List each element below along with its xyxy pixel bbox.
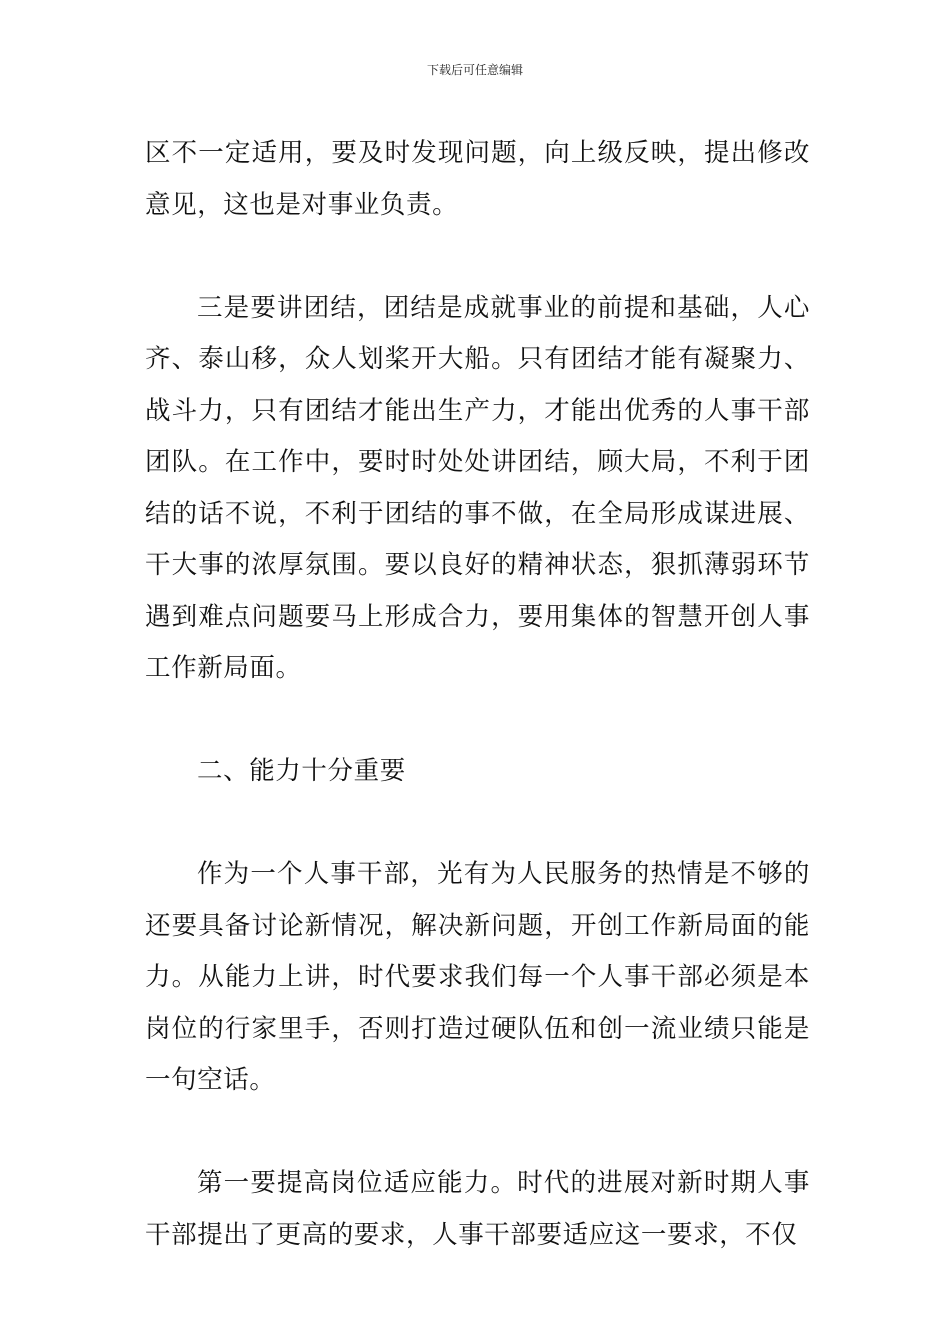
paragraph-unity: 三是要讲团结，团结是成就事业的前提和基础，人心齐、泰山移，众人划桨开大船。只有团结才能有凝聚力、战斗力，只有团结才能出生产力，才能出优秀的人事干部团队。在工作中，要时时处处讲团结，顾大局，不利于团结的话不说，不利于团结的事不做，在全局形成谋进展、干大事的浓厚氛围。要以良好的精神状态，狠抓薄弱环节遇到难点问题要马上形成合力，要用集体的智慧开创人事工作新局面。 [145,292,810,683]
paragraph-adaptability: 第一要提高岗位适应能力。时代的进展对新时期人事干部提出了更高的要求，人事干部要适应这一要求，不仅 [145,1168,810,1250]
page-header: 下载后可任意编辑 [426,63,523,77]
document-body [145,128,810,1261]
paragraph-continuation: 区不一定适用，要及时发现问题，向上级反映，提出修改意见，这也是对事业负责。 [145,138,810,220]
section-heading-ability: 二、能力十分重要 [197,756,406,786]
paragraph-ability: 作为一个人事干部，光有为人民服务的热情是不够的还要具备讨论新情况，解决新问题，开创工作新局面的能力。从能力上讲，时代要求我们每一个人事干部必须是本岗位的行家里手，否则打造过硬队伍和创一流业绩只能是一句空话。 [145,859,810,1095]
